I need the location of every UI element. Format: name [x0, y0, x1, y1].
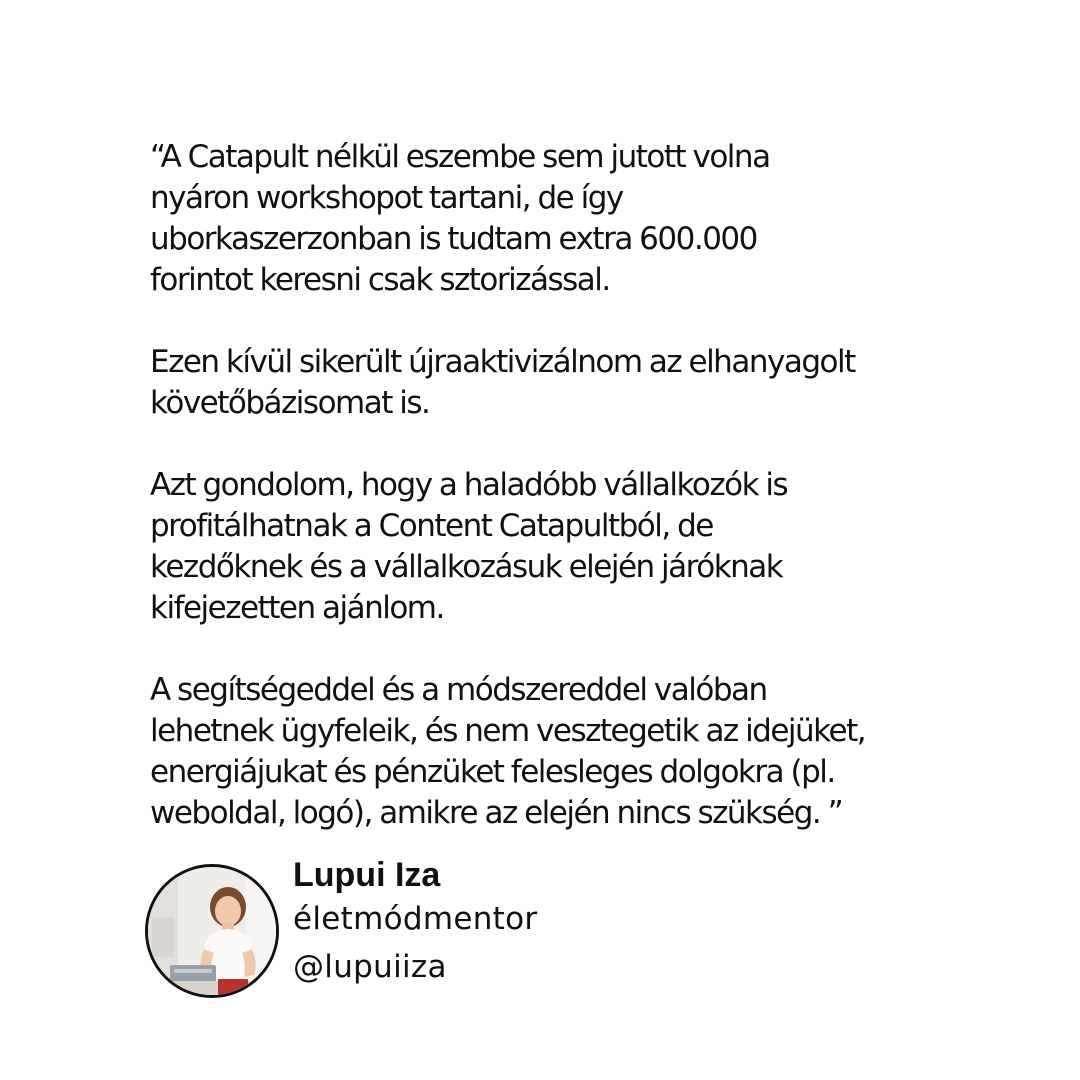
quote-line: “A Catapult nélkül eszembe sem jutott volna — [150, 139, 770, 175]
quote-line: kifejezetten ajánlom. — [150, 590, 444, 626]
quote-line: követőbázisomat is. — [150, 385, 430, 421]
quote-line: forintot keresni csak sztorizással. — [150, 262, 610, 298]
quote-line: profitálhatnak a Content Catapultból, de — [150, 508, 713, 544]
quote-line: nyáron workshopot tartani, de így — [150, 180, 623, 216]
quote-paragraph-1 — [150, 137, 950, 301]
quote-paragraph-3 — [150, 465, 950, 629]
quote-line: lehetnek ügyfeleik, és nem vesztegetik az idejüket, — [150, 713, 866, 749]
quote-paragraph-4 — [150, 670, 950, 834]
quote-line: kezdőknek és a vállalkozásuk elején járóknak — [150, 549, 783, 585]
author-block — [145, 855, 845, 1005]
author-role: életmódmentor — [293, 901, 538, 937]
avatar — [145, 864, 279, 998]
quote-paragraph-2 — [150, 342, 950, 424]
quote-line: Azt gondolom, hogy a haladóbb vállalkozók is — [150, 467, 788, 503]
quote-line: weboldal, logó), amikre az elején nincs szükség. ” — [150, 795, 843, 831]
quote-line: Ezen kívül sikerült újraaktivizálnom az elhanyagolt — [150, 344, 855, 380]
quote-line: A segítségeddel és a módszereddel valóban — [150, 672, 767, 708]
testimonial-quote — [150, 137, 950, 875]
quote-line: energiájukat és pénzüket felesleges dolgokra (pl. — [150, 754, 835, 790]
author-name: Lupui Iza — [293, 856, 441, 894]
quote-line: uborkaszerzonban is tudtam extra 600.000 — [150, 221, 757, 257]
avatar-photo — [148, 867, 276, 995]
author-handle: @lupuiiza — [293, 949, 447, 985]
